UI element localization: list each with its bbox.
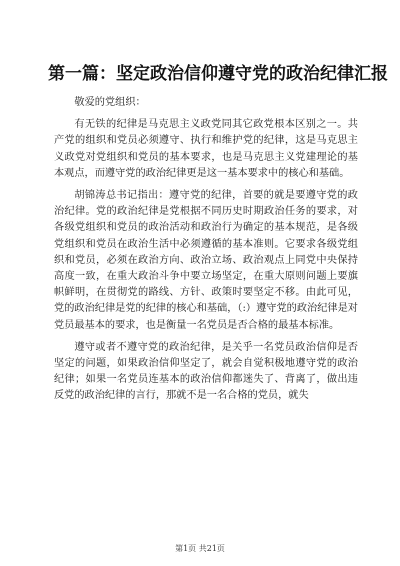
document-title: 第一篇：坚定政治信仰遵守党的政治纪律汇报 — [48, 64, 388, 84]
paragraph-1: 有无铁的纪律是马克思主义政党同其它政党根本区别之一。共产党的组织和党员必须遵守、执行和维护党的纪律，这是马克思主义政党对党组织和党员的基本要求，也是马克思主义党建理论的基本观点，而遵守党的政治纪律更是这一基本要求中的核心和基础。 — [54, 119, 358, 179]
document-body — [54, 95, 358, 405]
paragraph-2: 胡锦涛总书记指出：遵守党的纪律，首要的就是要遵守党的政治纪律。党的政治纪律是党根据不同历史时期政治任务的要求，对各级党组织和党员的政治活动和政治行为确定的基本规范，是各级党组织和党员在政治生活中必须遵循的基本准则。它要求各级党组织和党员，必须在政治方向、政治立场、政治观点上同党中央保持高度一致，在重大政治斗争中要立场坚定，在重大原则问题上要旗帜鲜明，在贯彻党的路线、方针、政策时要坚定不移。由此可见，党的政治纪律是党的纪律的核心和基础，（:）遵守党的政治纪律是对党员最基本的要求，也是衡量一名党员是否合格的最基本标准。 — [54, 190, 358, 331]
salutation: 敬爱的党组织： — [74, 97, 146, 108]
paragraph-3: 遵守或者不遵守党的政治纪律，是关乎一名党员政治信仰是否坚定的问题，如果政治信仰坚定了，就会自觉积极地遵守党的政治纪律；如果一名党员连基本的政治信仰都迷失了、背离了，做出违反党的政治纪律的言行，那就不是一名合格的党员，就失 — [54, 341, 358, 402]
page-number-footer: 第1页 共21页 — [175, 544, 225, 553]
